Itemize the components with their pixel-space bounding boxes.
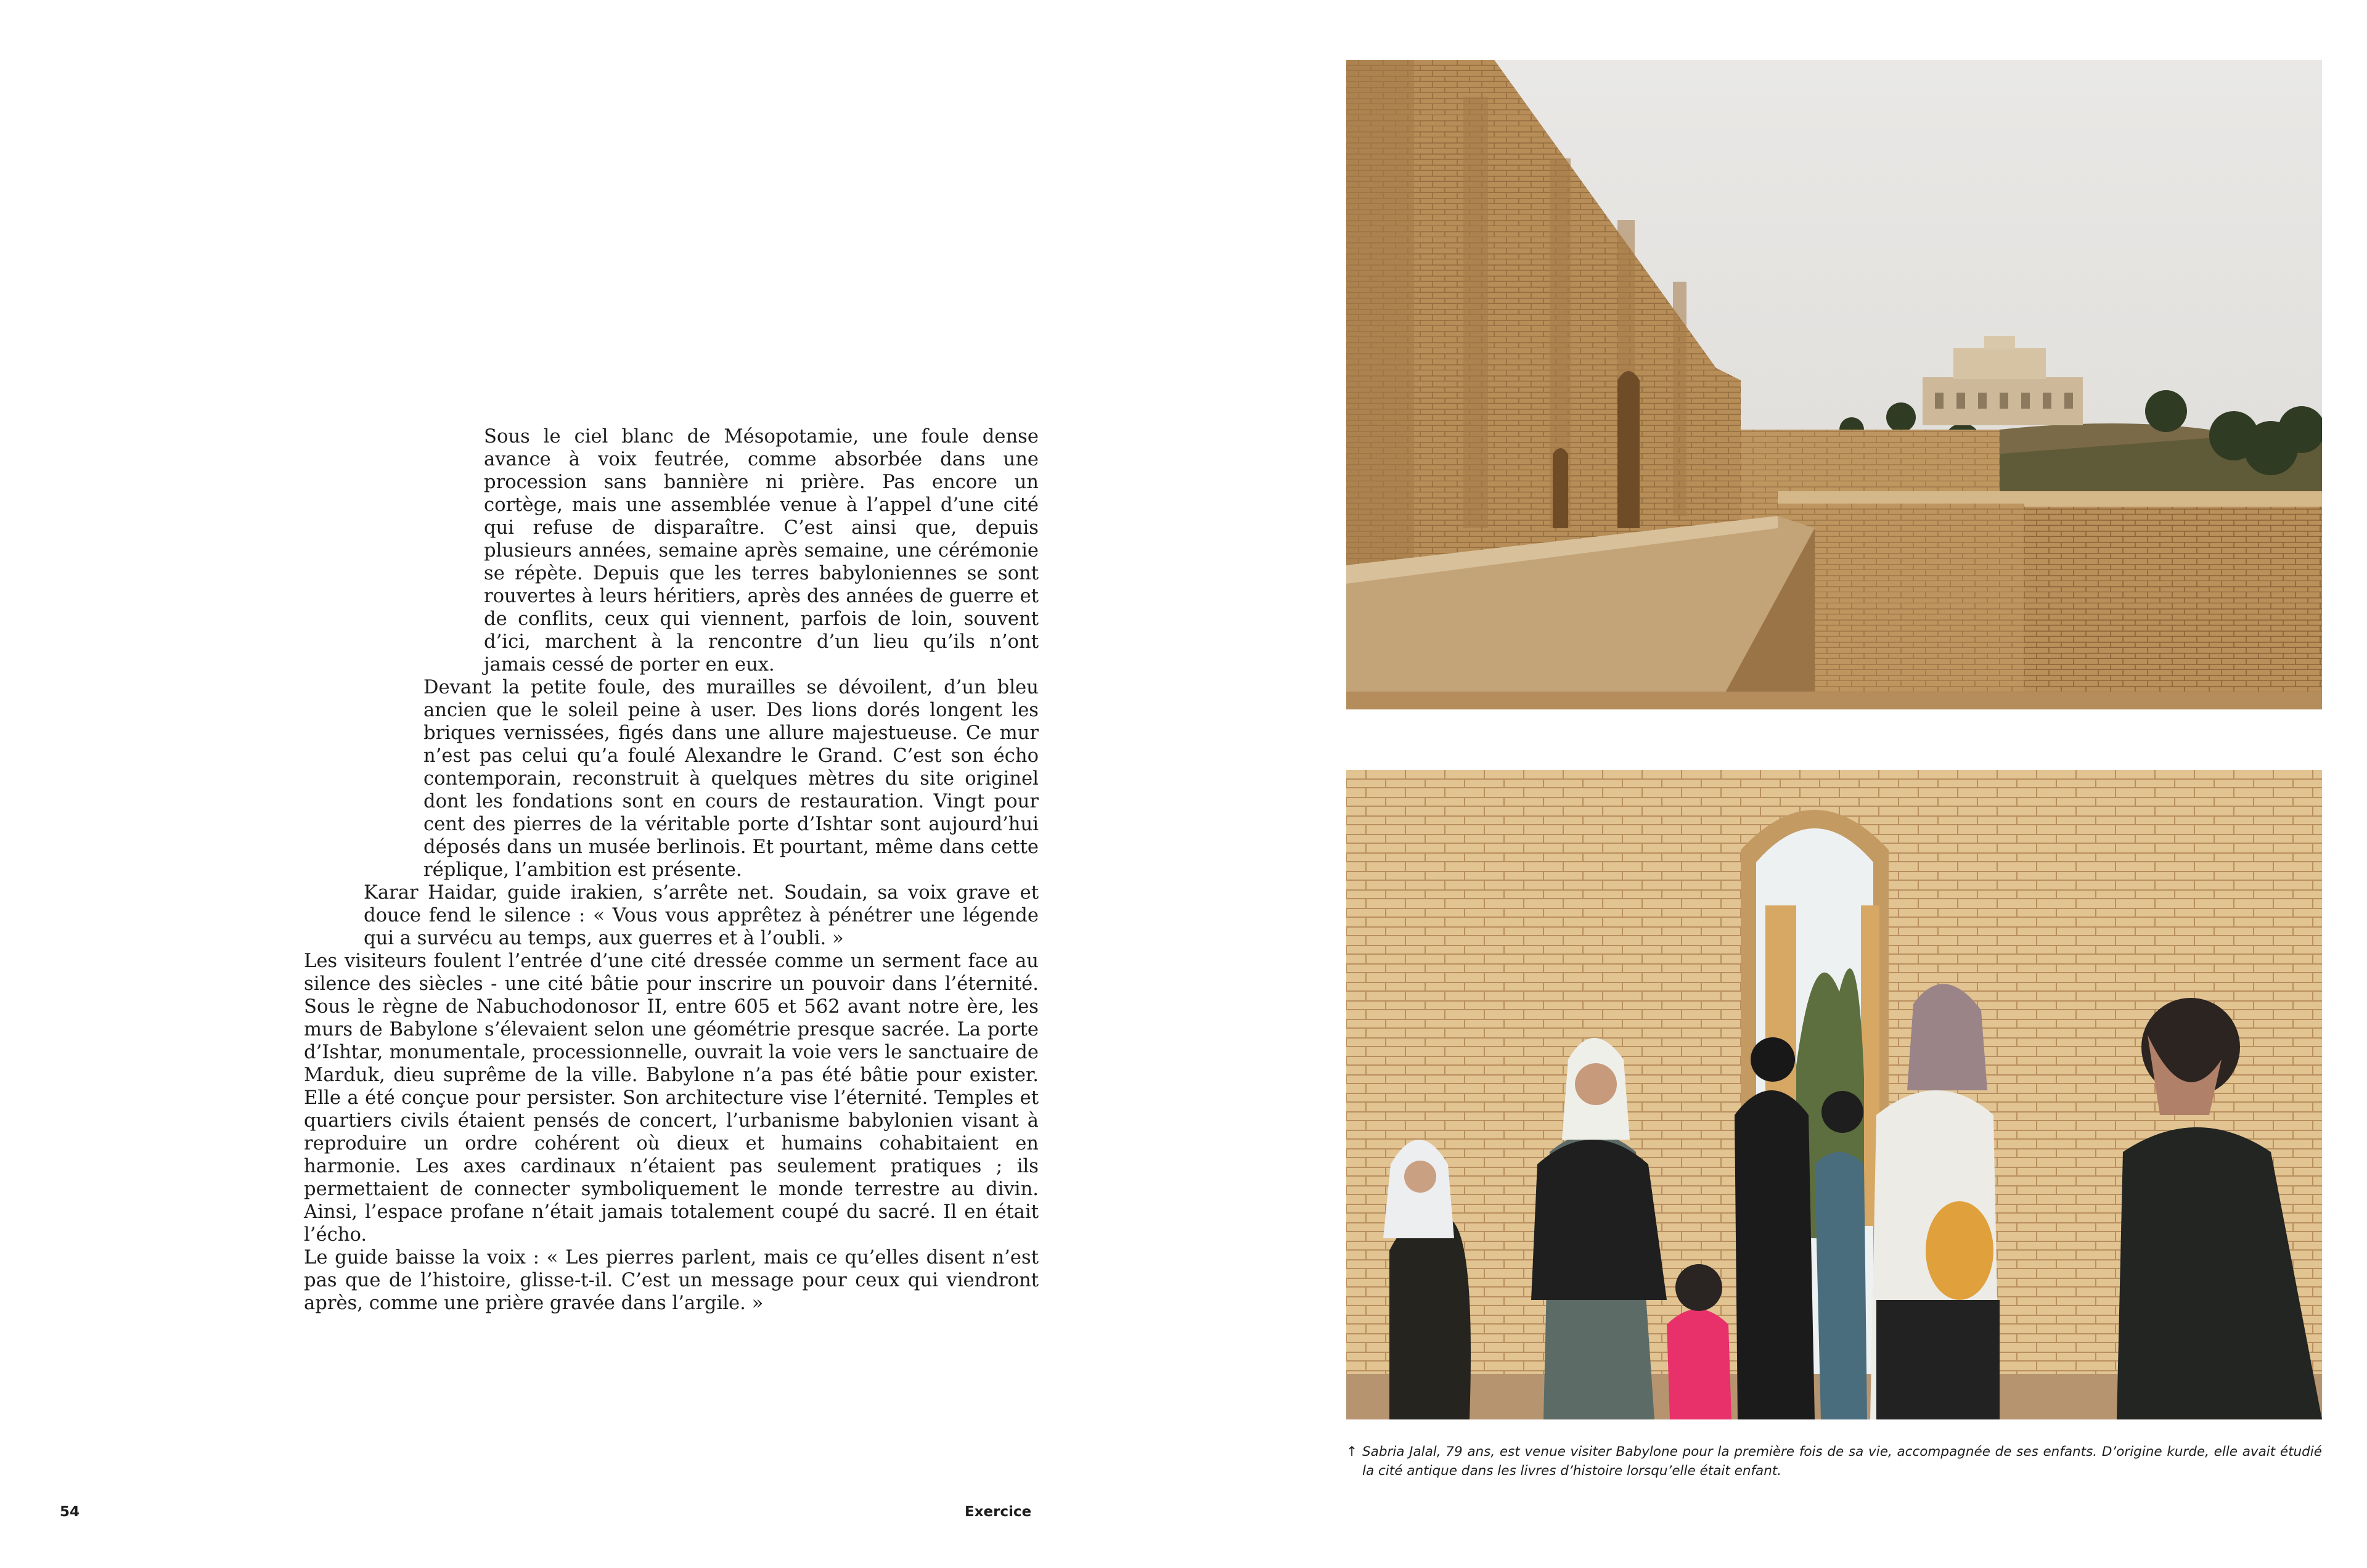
article-paragraph-1: Sous le ciel blanc de Mésopotamie, une foule dense avance à voix feutrée, comme absorbée dans une procession sans bannière ni prière. Pas encore un cortège, mais une assemblée venue à l’appel d’une cité qui refuse de disparaître. C’est ainsi que, depuis plusieurs années, semaine après semaine, une cérémonie se répète. Depuis que les terres babyloniennes se sont rouvertes à leurs héritiers, après des années de guerre et de conflits, ceux qui viennent, parfois de loin, souvent d’ici, marchent à la rencontre d’un lieu qu’ils n’ont jamais cessé de porter en eux. (484, 426, 1039, 676)
article-paragraph-5: Le guide baisse la voix : « Les pierres parlent, mais ce qu’elles disent n’est pas que de l’histoire, glisse-t-il. C’est un message pour ceux qui viendront après, comme une prière gravée dans l’argile. » (304, 1247, 1039, 1314)
family-archway-photo (1346, 770, 2322, 1419)
caption-text: Sabria Jalal, 79 ans, est venue visiter Babylone pour la première fois de sa vie, accompagnée de ses enfants. D’origine kurde, elle avait étudié la cité antique dans les livres d’histoire lorsqu’elle était enfant. (1362, 1444, 2322, 1479)
article-paragraph-2: Devant la petite foule, des murailles se dévoilent, d’un bleu ancien que le soleil peine à user. Des lions dorés longent les briques vernissées, figés dans une allure majestueuse. Ce mur n’est pas celui qu’a foulé Alexandre le Grand. C’est son écho contemporain, reconstruit à quelques mètres du site originel dont les fondations sont en cours de restauration. Vingt pour cent des pierres de la véritable porte d’Ishtar sont aujourd’hui déposés dans un musée berlinois. Et pourtant, même dans cette réplique, l’ambition est présente. (423, 677, 1039, 881)
arrow-up-icon: ↑ (1346, 1444, 1358, 1460)
article-paragraph-3: Karar Haidar, guide irakien, s’arrête net. Soudain, sa voix grave et douce fend le silence : « Vous vous apprêtez à pénétrer une légende qui a survécu au temps, aux guerres et à l’oubli. » (364, 882, 1039, 949)
page-number: 54 (60, 1504, 80, 1520)
section-name: Exercice (965, 1504, 1032, 1520)
photo-caption (1346, 1442, 2322, 1480)
article-paragraph-4: Les visiteurs foulent l’entrée d’une cité dressée comme un serment face au silence des siècles - une cité bâtie pour inscrire un pouvoir dans l’éternité. Sous le règne de Nabuchodonosor II, entre 605 et 562 avant notre ère, les murs de Babylone s’élevaient selon une géométrie presque sacrée. La porte d’Ishtar, monumentale, processionnelle, ouvrait la voie vers le sanctuaire de Marduk, dieu suprême de la ville. Babylone n’a pas été bâtie pour exister. Elle a été conçue pour persister. Son architecture vise l’éternité. Temples et quartiers civils étaient pensés de concert, l’urbanisme babylonien visant à reproduire un ordre cohérent où dieux et humains cohabitaient en harmonie. Les axes cardinaux n’étaient pas seulement pratiques ; ils permettaient de connecter symboliquement le monde terrestre au divin. Ainsi, l’espace profane n’était jamais totalement coupé du sacré. Il en était l’écho. (304, 950, 1039, 1246)
article-body (304, 425, 1039, 1315)
babylon-walls-photo (1346, 60, 2322, 709)
